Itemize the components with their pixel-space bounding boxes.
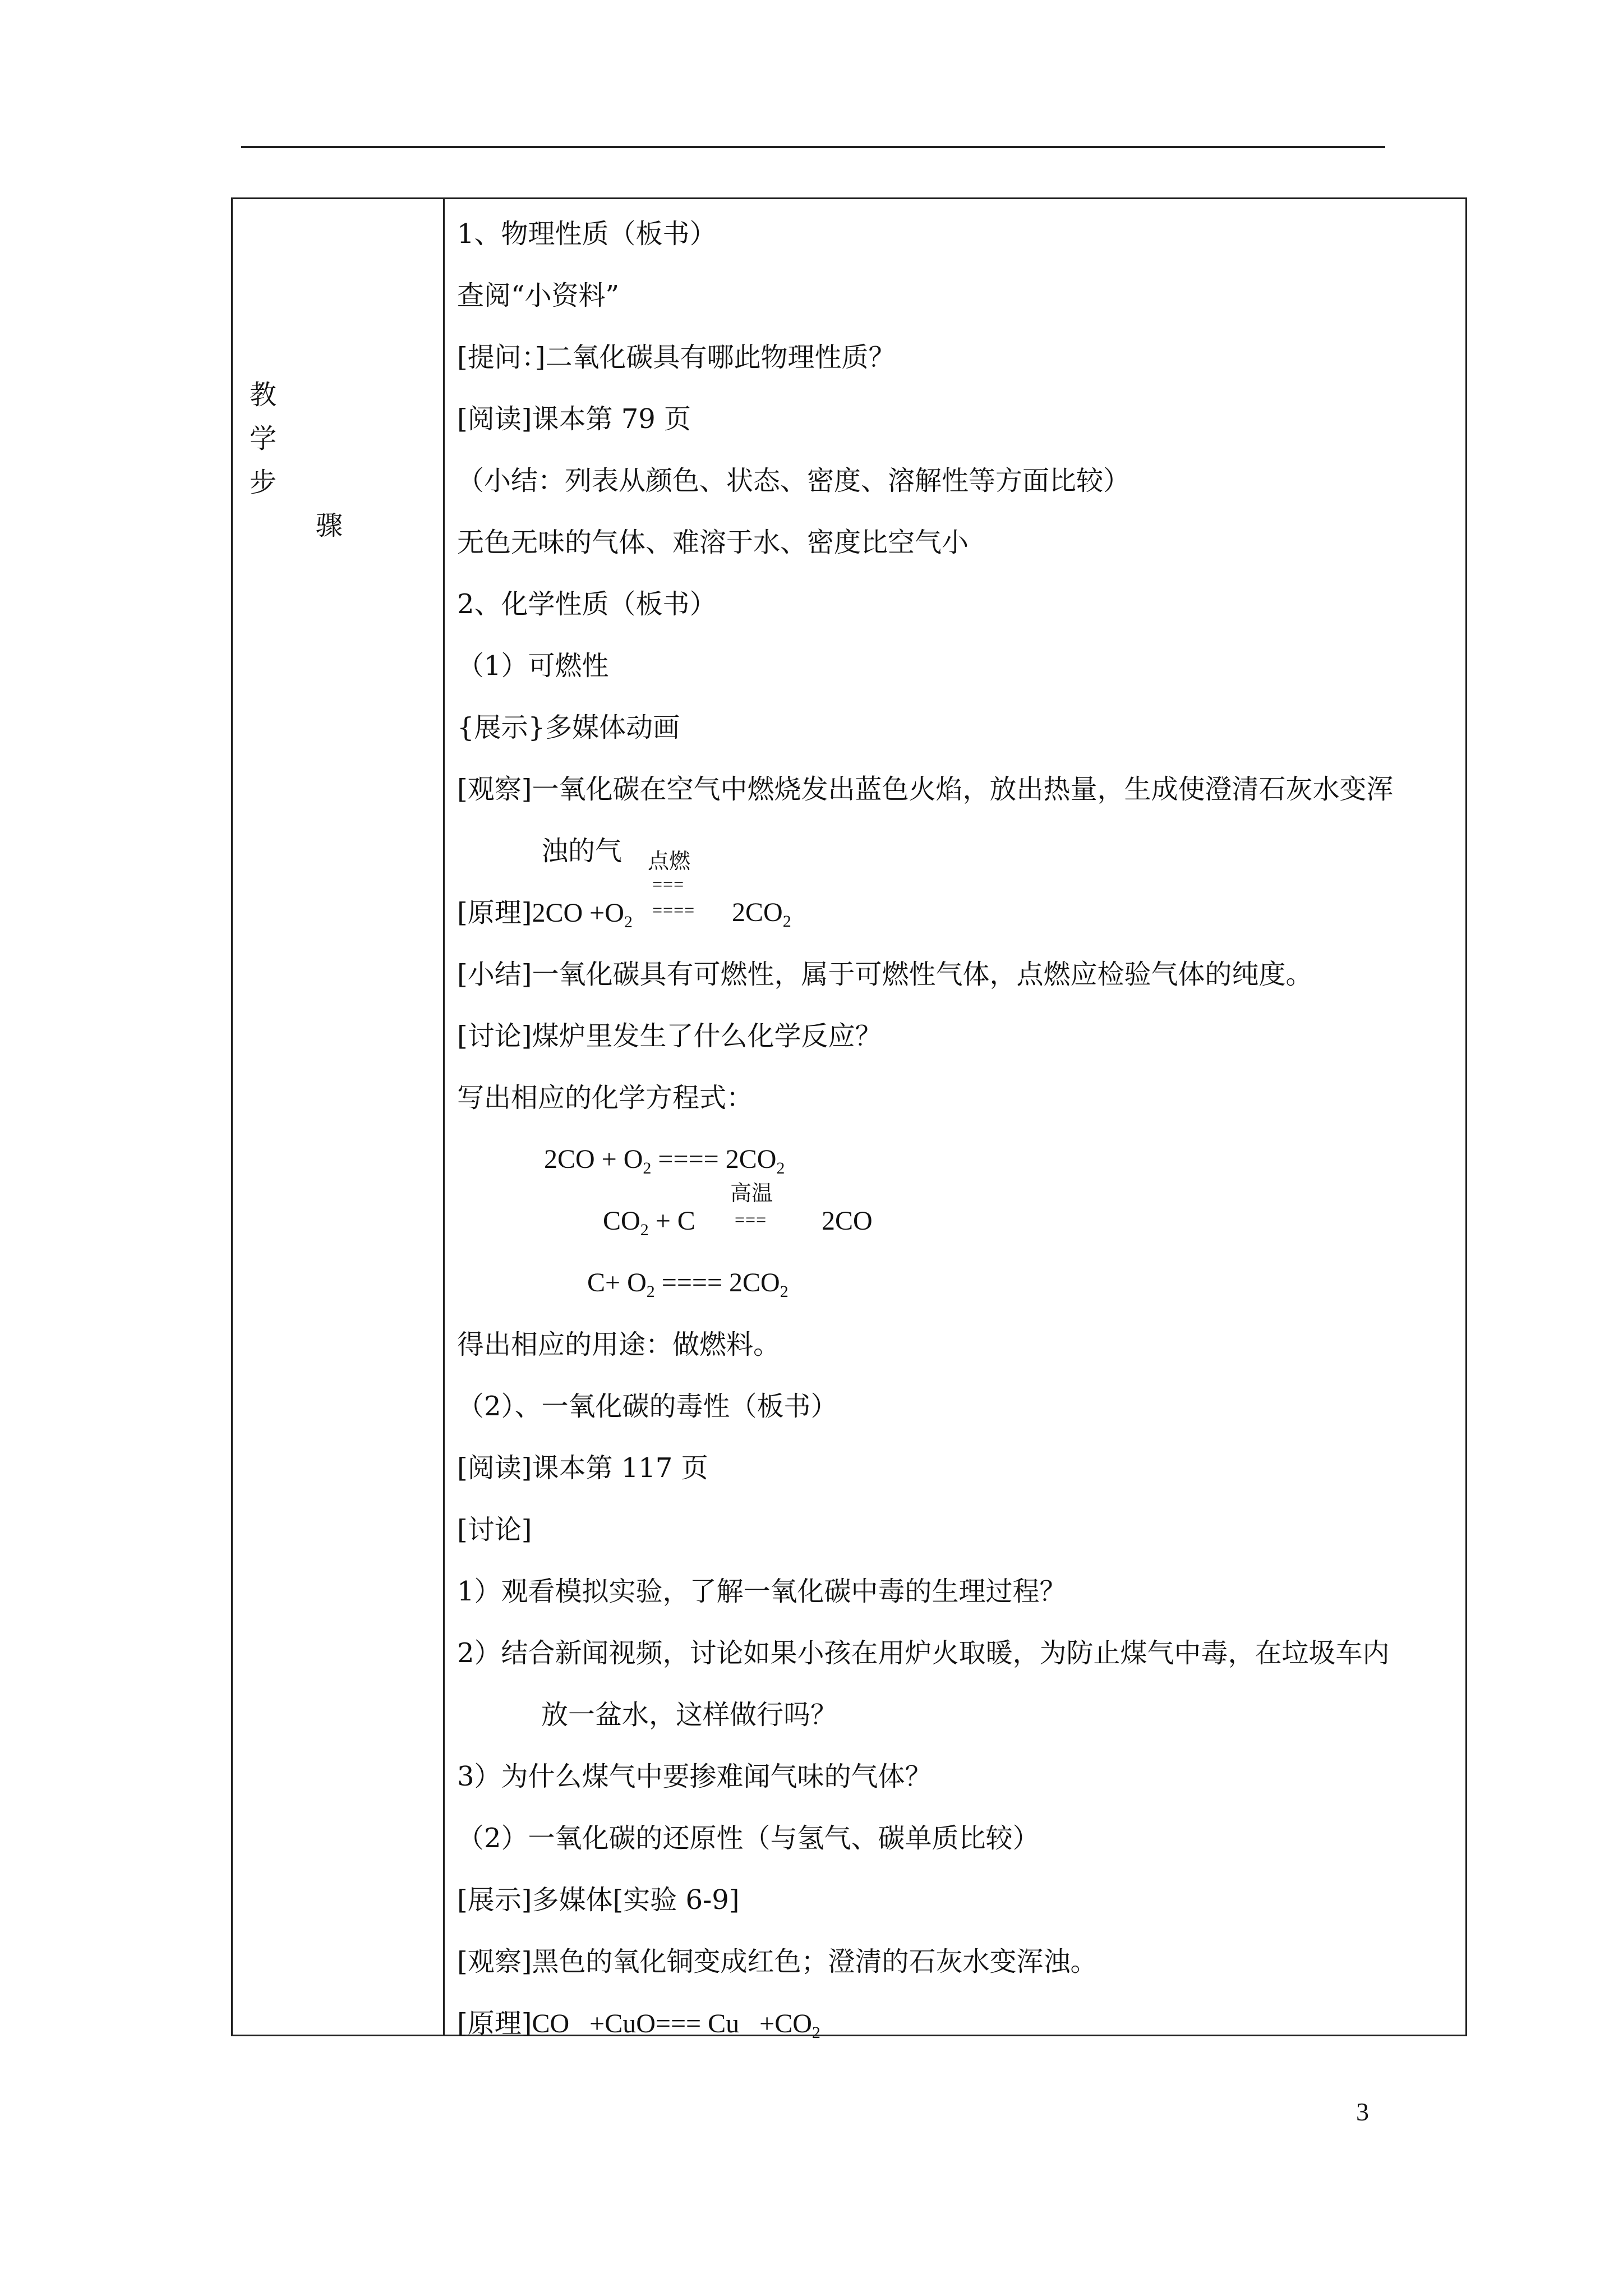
reaction-condition: 高温 bbox=[730, 1181, 773, 1205]
content-line: [讨论]煤炉里发生了什么化学反应？ bbox=[457, 1020, 882, 1052]
product-formula: 2CO bbox=[732, 898, 783, 927]
content-line: {展示}多媒体动画 bbox=[457, 712, 680, 743]
equation-text: CO bbox=[603, 1206, 640, 1236]
content-line: （2）、一氧化碳的毒性（板书） bbox=[457, 1391, 838, 1422]
equation-1 bbox=[544, 1144, 785, 1175]
step-label-char: 学 bbox=[250, 423, 277, 454]
subscript: 2 bbox=[640, 1221, 649, 1239]
content-line: 2）结合新闻视频，讨论如果小孩在用炉火取暖，为防止煤气中毒，在垃圾车内 bbox=[457, 1637, 1390, 1669]
reaction-prefix: [原理] bbox=[457, 897, 532, 928]
equals-marks: === bbox=[735, 1209, 767, 1230]
reaction-prefix: [原理] bbox=[457, 2008, 532, 2039]
content-line: [展示]多媒体[实验 6-9] bbox=[457, 1884, 740, 1916]
equation-text: 2CO bbox=[822, 1206, 873, 1236]
header-rule bbox=[241, 146, 1385, 148]
reaction-reactants: 2CO +O bbox=[532, 898, 624, 928]
content-cell bbox=[233, 199, 1465, 2042]
equation-text: + C bbox=[648, 1206, 695, 1236]
subscript: 2 bbox=[782, 912, 791, 931]
subscript: 2 bbox=[776, 1159, 785, 1177]
equation-3 bbox=[587, 1267, 789, 1299]
content-line: [阅读]课本第 117 页 bbox=[457, 1452, 708, 1484]
content-line: [讨论] bbox=[457, 1514, 532, 1545]
equation-text: 2CO + O bbox=[544, 1144, 643, 1174]
reaction-line bbox=[457, 897, 633, 929]
content-line: （1）可燃性 bbox=[457, 650, 609, 682]
subscript: 2 bbox=[780, 1282, 789, 1301]
step-label-char: 教 bbox=[250, 379, 277, 411]
content-line: [观察]一氧化碳在空气中燃烧发出蓝色火焰，放出热量，生成使澄清石灰水变浑 bbox=[457, 774, 1394, 805]
lesson-table bbox=[231, 197, 1467, 2042]
subscript: 2 bbox=[811, 2023, 820, 2042]
content-line: 浊的气 bbox=[541, 835, 623, 867]
content-line: 查阅“小资料” bbox=[457, 280, 620, 311]
content-line: 得出相应的用途：做燃料。 bbox=[457, 1329, 781, 1360]
reaction-line bbox=[457, 2008, 820, 2040]
equation-2 bbox=[603, 1205, 695, 1237]
content-line: [阅读]课本第 79 页 bbox=[457, 403, 691, 435]
reaction-condition: 点燃 bbox=[648, 849, 691, 873]
subscript: 2 bbox=[643, 1159, 652, 1177]
content-line: [观察]黑色的氧化铜变成红色；澄清的石灰水变浑浊。 bbox=[457, 1946, 1098, 1977]
reaction-body: CO +CuO=== Cu +CO bbox=[532, 2009, 812, 2039]
equation-text: ==== 2CO bbox=[654, 1268, 780, 1297]
content-line: 1）观看模拟实验，了解一氧化碳中毒的生理过程？ bbox=[457, 1576, 1067, 1607]
equation-text: ==== 2CO bbox=[651, 1144, 777, 1174]
content-line: 2、化学性质（板书） bbox=[457, 588, 717, 620]
subscript: 2 bbox=[646, 1282, 655, 1301]
step-label-char: 骤 bbox=[316, 510, 343, 541]
content-line: 放一盆水，这样做行吗？ bbox=[541, 1699, 838, 1731]
equation-text: C+ O bbox=[587, 1268, 647, 1297]
content-line: 无色无味的气体、难溶于水、密度比空气小 bbox=[457, 527, 969, 558]
step-label-char: 步 bbox=[250, 467, 277, 498]
content-line: 1、物理性质（板书） bbox=[457, 218, 717, 250]
content-line: 写出相应的化学方程式： bbox=[457, 1082, 754, 1114]
equals-marks: === bbox=[652, 874, 685, 894]
content-line: [小结]一氧化碳具有可燃性，属于可燃性气体，点燃应检验气体的纯度。 bbox=[457, 959, 1313, 990]
equals-marks: ==== bbox=[652, 900, 695, 920]
subscript: 2 bbox=[624, 913, 633, 931]
content-line: （2）一氧化碳的还原性（与氢气、碳单质比较） bbox=[457, 1823, 1040, 1854]
page-number: 3 bbox=[1356, 2097, 1369, 2126]
content-line: 3）为什么煤气中要掺难闻气味的气体？ bbox=[457, 1761, 932, 1792]
content-line: （小结：列表从颜色、状态、密度、溶解性等方面比较） bbox=[457, 465, 1131, 496]
content-line: [提问：]二氧化碳具有哪此物理性质？ bbox=[457, 342, 896, 373]
reaction-product bbox=[732, 897, 791, 931]
